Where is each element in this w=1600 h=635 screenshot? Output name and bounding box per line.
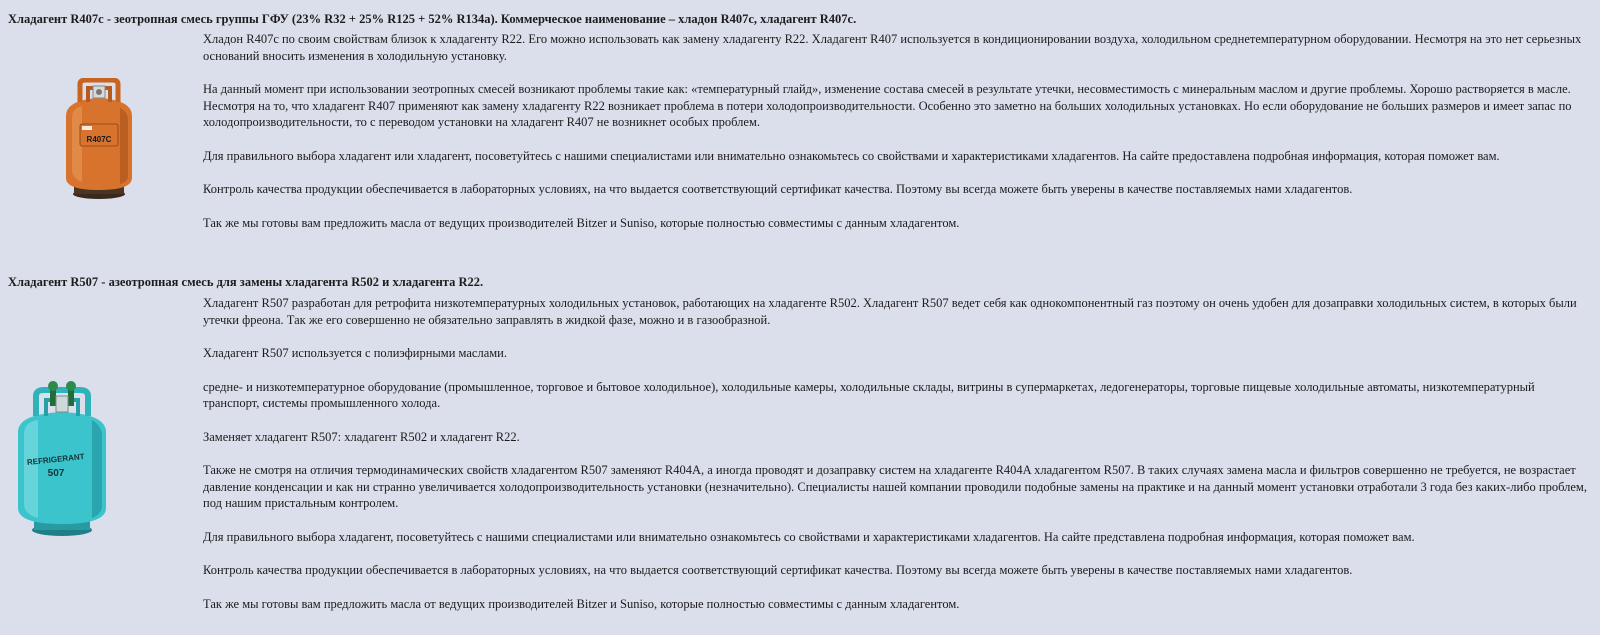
- paragraph: Контроль качества продукции обеспечивается в лабораторных условиях, на что выдается соответствующий сертификат качества. Поэтому вы всегда можете быть уверены в качестве поставляемых нами хладагентов.: [203, 182, 1353, 196]
- section-title-r507: Хладагент R507 - азеотропная смесь для замены хладагента R502 и хладагента R22.: [8, 275, 484, 289]
- paragraph: Хладагент R507 разработан для ретрофита низкотемпературных холодильных установок, работающих на хладагенте R502. Хладагент R507 ведет себя как однокомпонентный газ поэтому он очень удобен для дозаправки холодильных систем, в которых были утечки фреона. Так же его совершенно не обязательно заправлять в жидкой фазе, можно и в газообразной.: [203, 296, 1577, 327]
- paragraph: Так же мы готовы вам предложить масла от ведущих производителей Bitzer и Suniso, которые полностью совместимы с данным хладагентом.: [203, 215, 960, 230]
- paragraph: Контроль качества продукции обеспечивается в лабораторных условиях, на что выдается соответствующий сертификат качества. Поэтому вы всегда можете быть уверены в качестве поставляемых нами хладагентов.: [203, 563, 1353, 577]
- section-body-r507: [203, 295, 1588, 612]
- paragraph: средне- и низкотемпературное оборудование (промышленное, торговое и бытовое холодильное), холодильные камеры, холодильные склады, витрины в супермаркетах, ледогенераторы, торговые пищевые холодильные автоматы, низкотемпературный транспорт, системы промышленного холода.: [203, 379, 1535, 410]
- paragraph: На данный момент при использовании зеотропных смесей возникают проблемы такие как: «температурный глайд», изменение состава смесей в результате утечки, несовместимость с минеральным маслом и другие проблемы. Хорошо растворяется в масле. Несмотря на то, что хладагент R407 применяют как замену хладагенту R22 возникает проблема в потери холодопроизводительности. Особенно это заметно на больших холодильных установках. Но если оборудование не больших размеров и имеет запас по холодопроизводительности, то с переводом установки на хладагент R407 не возникнет особых проблем.: [203, 82, 1572, 129]
- paragraph: Хладон R407c по своим свойствам близок к хладагенту R22. Его можно использовать как замену хладагенту R22. Хладагент R407 используется в кондиционировании воздуха, холодильном среднетемпературном оборудовании. Несмотря на это нет серьезных оснований вносить изменения в холодильную установку.: [203, 32, 1582, 63]
- paragraph: Для правильного выбора хладагент или хладагент, посоветуйтесь с нашими специалистами или внимательно ознакомьтесь со свойствами и характеристиками хладагентов. На сайте предоставлена подробная информация, которая поможет вам.: [203, 148, 1500, 163]
- orange-refrigerant-cylinder-icon: [58, 78, 140, 202]
- teal-refrigerant-cylinder-icon: [12, 380, 112, 540]
- section-title-r407c: Хладагент R407c - зеотропная смесь группы ГФУ (23% R32 + 25% R125 + 52% R134a). Коммерческое наименование – хладон R407c, хладагент R407c.: [8, 12, 857, 26]
- paragraph: Заменяет хладагент R507: хладагент R502 и хладагент R22.: [203, 429, 520, 444]
- cylinder-label-r407c: R407C: [86, 135, 112, 144]
- paragraph: Так же мы готовы вам предложить масла от ведущих производителей Bitzer и Suniso, которые полностью совместимы с данным хладагентом.: [203, 596, 960, 611]
- cylinder-label-507: 507: [47, 468, 65, 479]
- paragraph: Также не смотря на отличия термодинамических свойств хладагентом R507 заменяют R404A, а иногда проводят и дозаправку систем на хладагенте R404A хладагентом R507. В таких случаях замена масла и фильтров совершенно не требуется, не возрастает давление конденсации и как ни странно увеличивается холодопроизводительность установки (незначительно). Специалисты нашей компании проводили подобные замены на практике и на данный момент установки отработали 3 года без каких-либо проблем, под нашим пристальным контролем.: [203, 463, 1587, 510]
- cylinder-label-refrigerant: REFRIGERANT: [26, 452, 85, 468]
- section-body-r407c: [203, 31, 1588, 231]
- paragraph: Для правильного выбора хладагент, посоветуйтесь с нашими специалистами или внимательно ознакомьтесь со свойствами и характеристиками хладагентов. На сайте представлена подробная информация, которая поможет вам.: [203, 529, 1415, 544]
- paragraph: Хладагент R507 используется с полиэфирными маслами.: [203, 346, 507, 360]
